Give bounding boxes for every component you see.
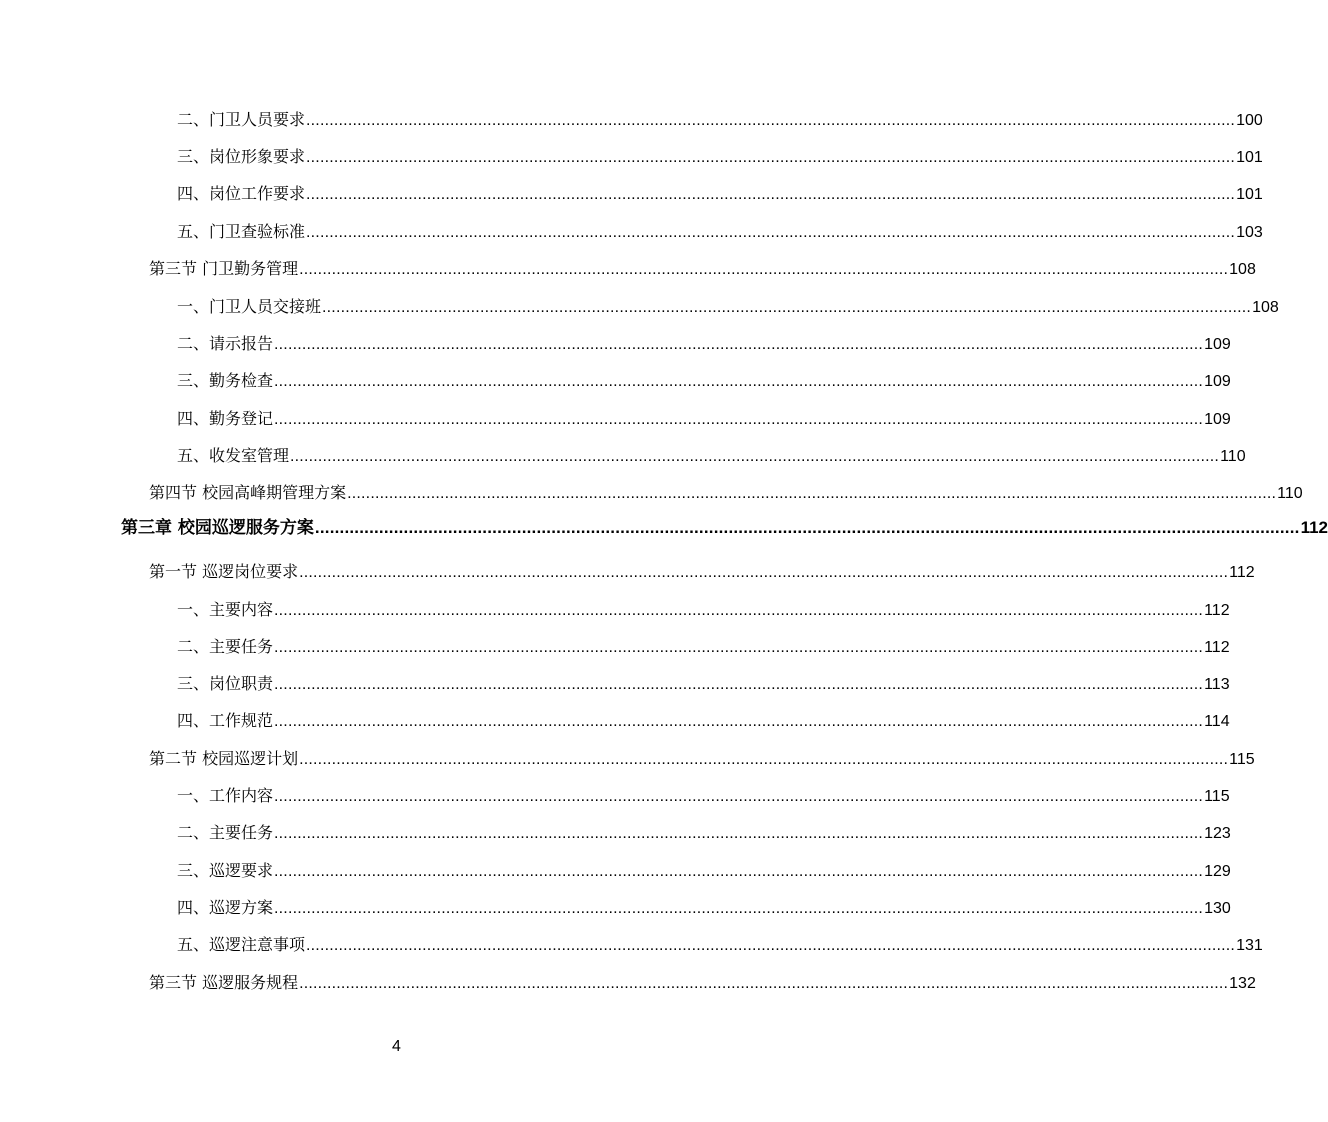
toc-entry[interactable] (177, 637, 1230, 657)
toc-leader-dots: ........................................................................................................................................................................................................ (306, 112, 1236, 129)
toc-entry[interactable] (177, 674, 1230, 694)
toc-entry-label: 四、工作规范 (177, 711, 274, 730)
toc-entry[interactable] (149, 749, 1255, 769)
toc-entry[interactable] (177, 446, 1246, 466)
toc-entry-page: 101 (1236, 149, 1263, 166)
toc-entry-label: 二、门卫人员要求 (177, 110, 306, 129)
toc-entry-label: 五、巡逻注意事项 (177, 935, 306, 954)
toc-leader-dots: ........................................................................................................................................................................................................ (274, 373, 1204, 390)
toc-leader-dots: ........................................................................................................................................................................................................ (322, 299, 1252, 316)
toc-entry-label: 第三节 门卫勤务管理 (149, 259, 299, 278)
toc-leader-dots: ........................................................................................................................................................................................................ (274, 411, 1204, 428)
toc-leader-dots: ........................................................................................................................................................................................................ (274, 900, 1204, 917)
toc-entry[interactable] (149, 973, 1256, 993)
toc-entry-label: 一、主要内容 (177, 600, 274, 619)
toc-entry[interactable] (177, 786, 1230, 806)
toc-entry-page: 113 (1204, 676, 1230, 693)
toc-entry[interactable] (177, 898, 1231, 918)
toc-entry[interactable] (177, 823, 1231, 843)
toc-entry-page: 110 (1220, 448, 1246, 465)
toc-entry[interactable] (177, 371, 1231, 391)
toc-entry[interactable] (177, 222, 1263, 242)
toc-entry-page: 123 (1204, 825, 1231, 842)
toc-entry[interactable] (177, 861, 1231, 881)
toc-leader-dots: ........................................................................................................................................................................................................ (306, 224, 1236, 241)
toc-entry-label: 第三节 巡逻服务规程 (149, 973, 299, 992)
toc-entry-label: 第四节 校园高峰期管理方案 (149, 483, 347, 502)
toc-entry-label: 一、门卫人员交接班 (177, 297, 322, 316)
toc-entry-label: 一、工作内容 (177, 786, 274, 805)
toc-entry-label: 三、岗位职责 (177, 674, 274, 693)
toc-entry[interactable] (177, 334, 1231, 354)
toc-entry-label: 第三章 校园巡逻服务方案 (121, 518, 314, 538)
toc-entry[interactable] (177, 147, 1263, 167)
toc-leader-dots: ........................................................................................................................................................................................................ (274, 602, 1204, 619)
toc-entry-page: 109 (1204, 411, 1231, 428)
toc-entry-label: 五、收发室管理 (177, 446, 290, 465)
toc-entry-label: 第二节 校园巡逻计划 (149, 749, 299, 768)
toc-entry-label: 四、勤务登记 (177, 409, 274, 428)
toc-entry[interactable] (177, 297, 1279, 317)
toc-leader-dots: ........................................................................................................................................................................................................ (299, 975, 1229, 992)
toc-entry-page: 132 (1229, 975, 1256, 992)
toc-entry-label: 四、巡逻方案 (177, 898, 274, 917)
toc-entry[interactable] (177, 409, 1231, 429)
toc-entry-page: 115 (1229, 751, 1255, 768)
toc-leader-dots: ........................................................................................................................................................................................................ (299, 564, 1229, 581)
toc-entry-page: 130 (1204, 900, 1231, 917)
toc-leader-dots: ........................................................................................................................................................................................................ (306, 937, 1236, 954)
toc-entry-page: 129 (1204, 863, 1231, 880)
toc-entry-page: 112 (1300, 518, 1328, 537)
toc-entry-label: 二、主要任务 (177, 823, 274, 842)
toc-entry-page: 101 (1236, 186, 1263, 203)
toc-entry-label: 三、勤务检查 (177, 371, 274, 390)
toc-leader-dots: ........................................................................................................................................................................................................ (299, 261, 1229, 278)
toc-entry-page: 108 (1252, 299, 1279, 316)
toc-entry-page: 100 (1236, 112, 1263, 129)
toc-leader-dots: ........................................................................................................................................................................................................ (274, 788, 1204, 805)
toc-entry[interactable] (177, 110, 1263, 130)
toc-entry-label: 三、巡逻要求 (177, 861, 274, 880)
toc-entry[interactable] (121, 518, 1328, 538)
toc-leader-dots: ........................................................................................................................................................................................................ (274, 863, 1204, 880)
toc-leader-dots: ........................................................................................................................................................................................................ (274, 825, 1204, 842)
toc-entry-page: 109 (1204, 336, 1231, 353)
toc-leader-dots: ........................................................................................................................................................................................................ (274, 713, 1204, 730)
toc-entry-page: 131 (1236, 937, 1263, 954)
toc-leader-dots: ........................................................................................................................................................................................................ (274, 676, 1204, 693)
toc-entry-label: 二、请示报告 (177, 334, 274, 353)
toc-leader-dots: ........................................................................................................................................................................................................ (299, 751, 1229, 768)
toc-leader-dots: ........................................................................................................................................................................................................ (306, 186, 1236, 203)
toc-entry-page: 112 (1204, 639, 1230, 656)
toc-entry-page: 112 (1204, 602, 1230, 619)
toc-leader-dots: ........................................................................................................................................................................................................ (306, 149, 1236, 166)
toc-leader-dots: ........................................................................................................................................................................................................ (347, 485, 1277, 502)
toc-leader-dots: ........................................................................................................................................................................................................ (314, 518, 1300, 537)
toc-entry[interactable] (149, 483, 1303, 503)
toc-entry-page: 108 (1229, 261, 1256, 278)
toc-entry[interactable] (149, 562, 1255, 582)
toc-entry-page: 115 (1204, 788, 1230, 805)
toc-entry-label: 四、岗位工作要求 (177, 184, 306, 203)
toc-leader-dots: ........................................................................................................................................................................................................ (290, 448, 1220, 465)
toc-entry-page: 110 (1277, 485, 1303, 502)
toc-entry[interactable] (149, 259, 1256, 279)
toc-entry-page: 103 (1236, 224, 1263, 241)
page-number: 4 (392, 1038, 401, 1055)
toc-entry-page: 114 (1204, 713, 1230, 730)
toc-entry[interactable] (177, 184, 1263, 204)
toc-entry-page: 112 (1229, 564, 1255, 581)
toc-entry-label: 二、主要任务 (177, 637, 274, 656)
toc-entry-label: 第一节 巡逻岗位要求 (149, 562, 299, 581)
toc-entry-page: 109 (1204, 373, 1231, 390)
toc-entry[interactable] (177, 711, 1230, 731)
toc-entry[interactable] (177, 935, 1263, 955)
toc-entry-label: 三、岗位形象要求 (177, 147, 306, 166)
toc-entry-label: 五、门卫查验标准 (177, 222, 306, 241)
toc-leader-dots: ........................................................................................................................................................................................................ (274, 336, 1204, 353)
toc-leader-dots: ........................................................................................................................................................................................................ (274, 639, 1204, 656)
toc-entry[interactable] (177, 600, 1230, 620)
